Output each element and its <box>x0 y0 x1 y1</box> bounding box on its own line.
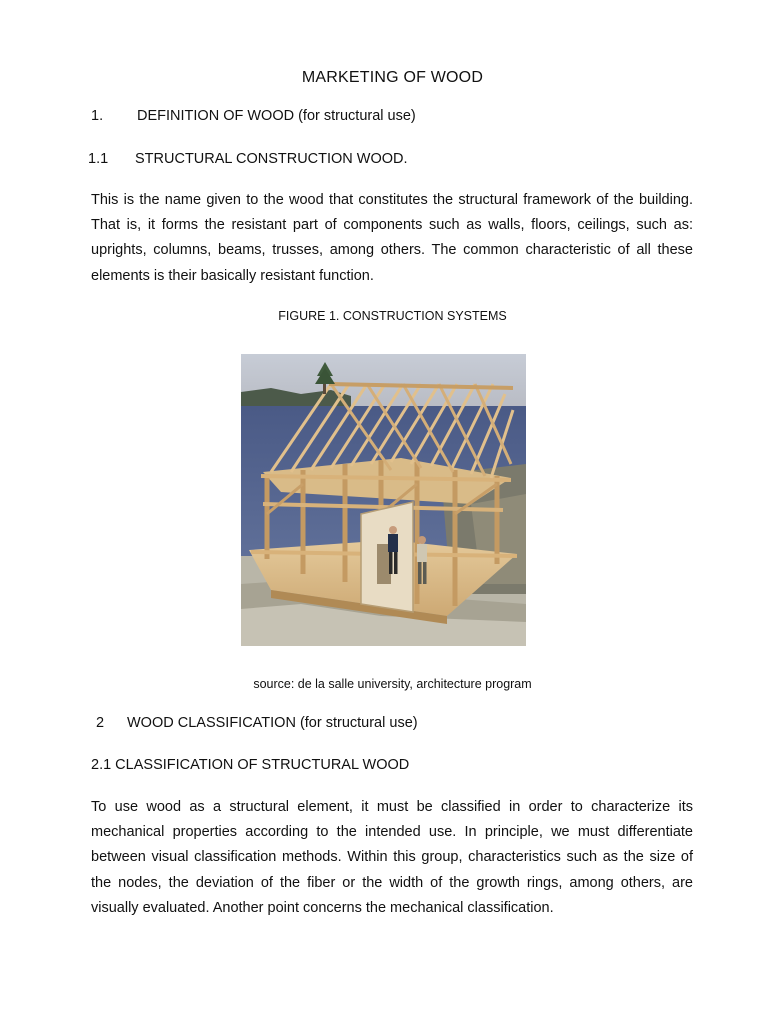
section-1-1-number: 1.1 <box>88 151 109 167</box>
figure-caption: FIGURE 1. CONSTRUCTION SYSTEMS <box>278 309 507 323</box>
section-2-1-heading: 2.1 CLASSIFICATION OF STRUCTURAL WOOD <box>91 757 410 773</box>
construction-photo <box>241 354 526 646</box>
document-title: MARKETING OF WOOD <box>301 69 484 86</box>
section-2-title: WOOD CLASSIFICATION (for structural use) <box>127 715 418 731</box>
section-1-title: DEFINITION OF WOOD (for structural use) <box>137 108 416 124</box>
paragraph-classification: To use wood as a structural element, it must be classified in order to characterize its mechanical properties according to the intended use. In principle, we must differentiate between visual classification methods. Within this group, characteristics such as the size of the nodes, the deviation of the fiber or the width of the growth rings, among others, are visually evaluated. Another point concerns the mechanical classification. <box>91 799 693 916</box>
section-2-number: 2 <box>96 715 105 731</box>
section-1-number: 1. <box>91 108 104 124</box>
section-1-1-title: STRUCTURAL CONSTRUCTION WOOD. <box>135 151 408 167</box>
figure-source: source: de la salle university, architecture program <box>253 677 532 691</box>
paragraph-structural-wood: This is the name given to the wood that constitutes the structural framework of the building. That is, it forms the resistant part of components such as walls, floors, ceilings, such as: uprights, columns, beams, trusses, among others. The common characteristic of all these elements is their basically resistant function. <box>91 192 693 284</box>
